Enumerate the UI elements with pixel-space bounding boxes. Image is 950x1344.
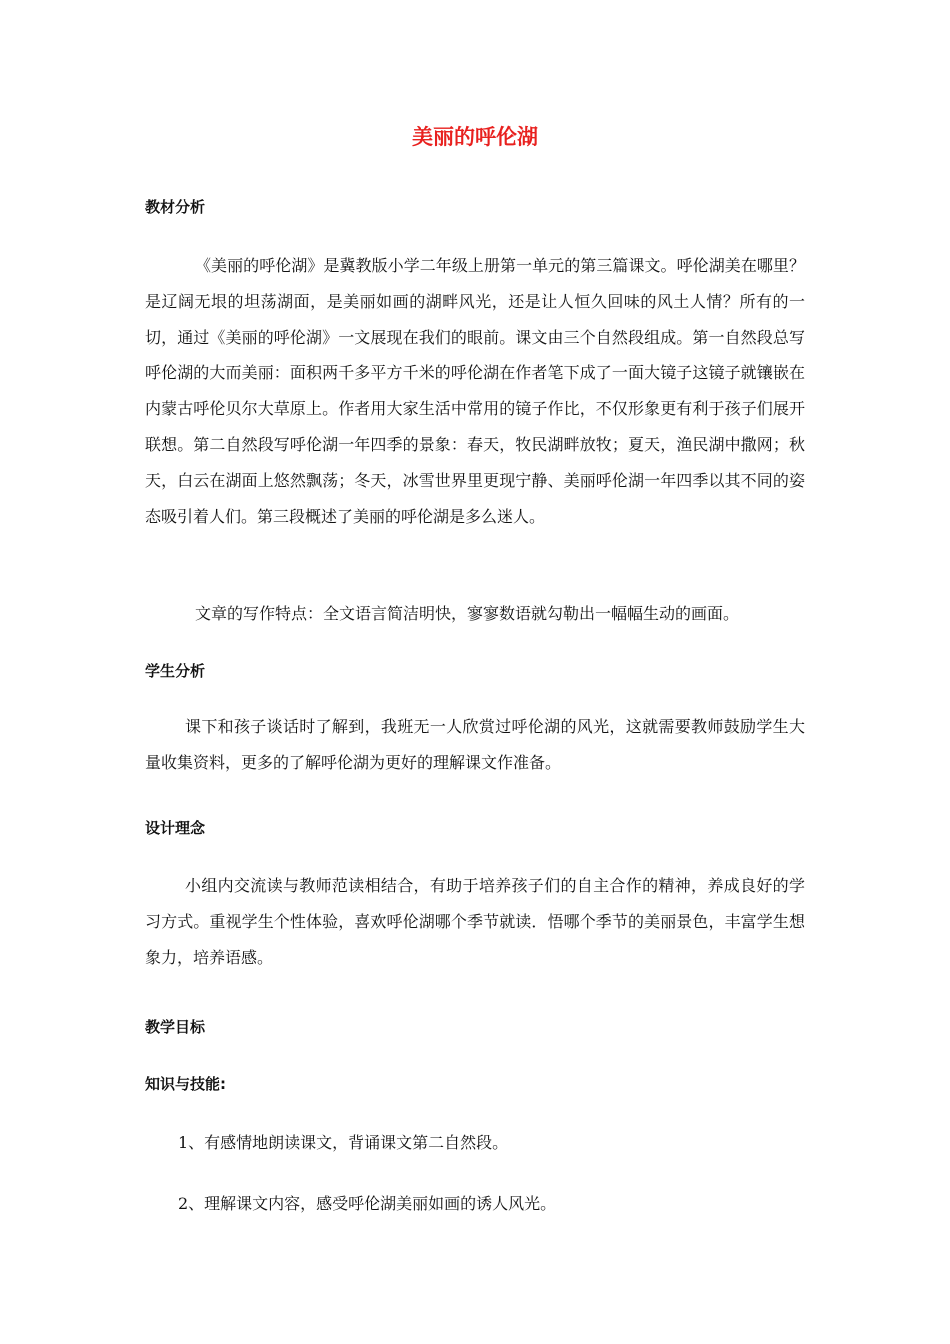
design-concept-paragraph: 小组内交流读与教师范读相结合，有助于培养孩子们的自主合作的精神，养成良好的学习方式。重视学生个性体验，喜欢呼伦湖哪个季节就读．悟哪个季节的美丽景色，丰富学生想象力，培养语感。 [145,876,805,967]
writing-features-paragraph: 文章的写作特点：全文语言简洁明快，寥寥数语就勾勒出一幅幅生动的画面。 [195,604,740,623]
section-heading-design-concept: 设计理念 [145,819,206,837]
document-title: 美丽的呼伦湖 [412,125,538,149]
section-heading-teaching-goals: 教学目标 [145,1018,206,1036]
goal-list-item: 2、理解课文内容，感受呼伦湖美丽如画的诱人风光。 [178,1194,557,1213]
subheading-knowledge-skills: 知识与技能: [145,1075,226,1093]
section-heading-student-analysis: 学生分析 [145,662,206,680]
section-heading-material-analysis: 教材分析 [145,198,206,216]
material-analysis-paragraph: 《美丽的呼伦湖》是冀教版小学二年级上册第一单元的第三篇课文。呼伦湖美在哪里？是辽阔无垠的坦荡湖面，是美丽如画的湖畔风光，还是让人恒久回味的风土人情？所有的一切，通过《美丽的呼伦湖》一文展现在我们的眼前。课文由三个自然段组成。第一自然段总写呼伦湖的大而美丽：面积两千多平方千米的呼伦湖在作者笔下成了一面大镜子这镜子就镶嵌在内蒙古呼伦贝尔大草原上。作者用大家生活中常用的镜子作比，不仅形象更有利于孩子们展开联想。第二自然段写呼伦湖一年四季的景象：春天，牧民湖畔放牧；夏天，渔民湖中撒网；秋天，白云在湖面上悠然飘荡；冬天，冰雪世界里更现宁静、美丽呼伦湖一年四季以其不同的姿态吸引着人们。第三段概述了美丽的呼伦湖是多么迷人。 [145,256,805,526]
goal-list-item: 1、有感情地朗读课文，背诵课文第二自然段。 [178,1133,509,1152]
student-analysis-paragraph: 课下和孩子谈话时了解到，我班无一人欣赏过呼伦湖的风光，这就需要教师鼓励学生大量收集资料，更多的了解呼伦湖为更好的理解课文作准备。 [145,717,805,772]
